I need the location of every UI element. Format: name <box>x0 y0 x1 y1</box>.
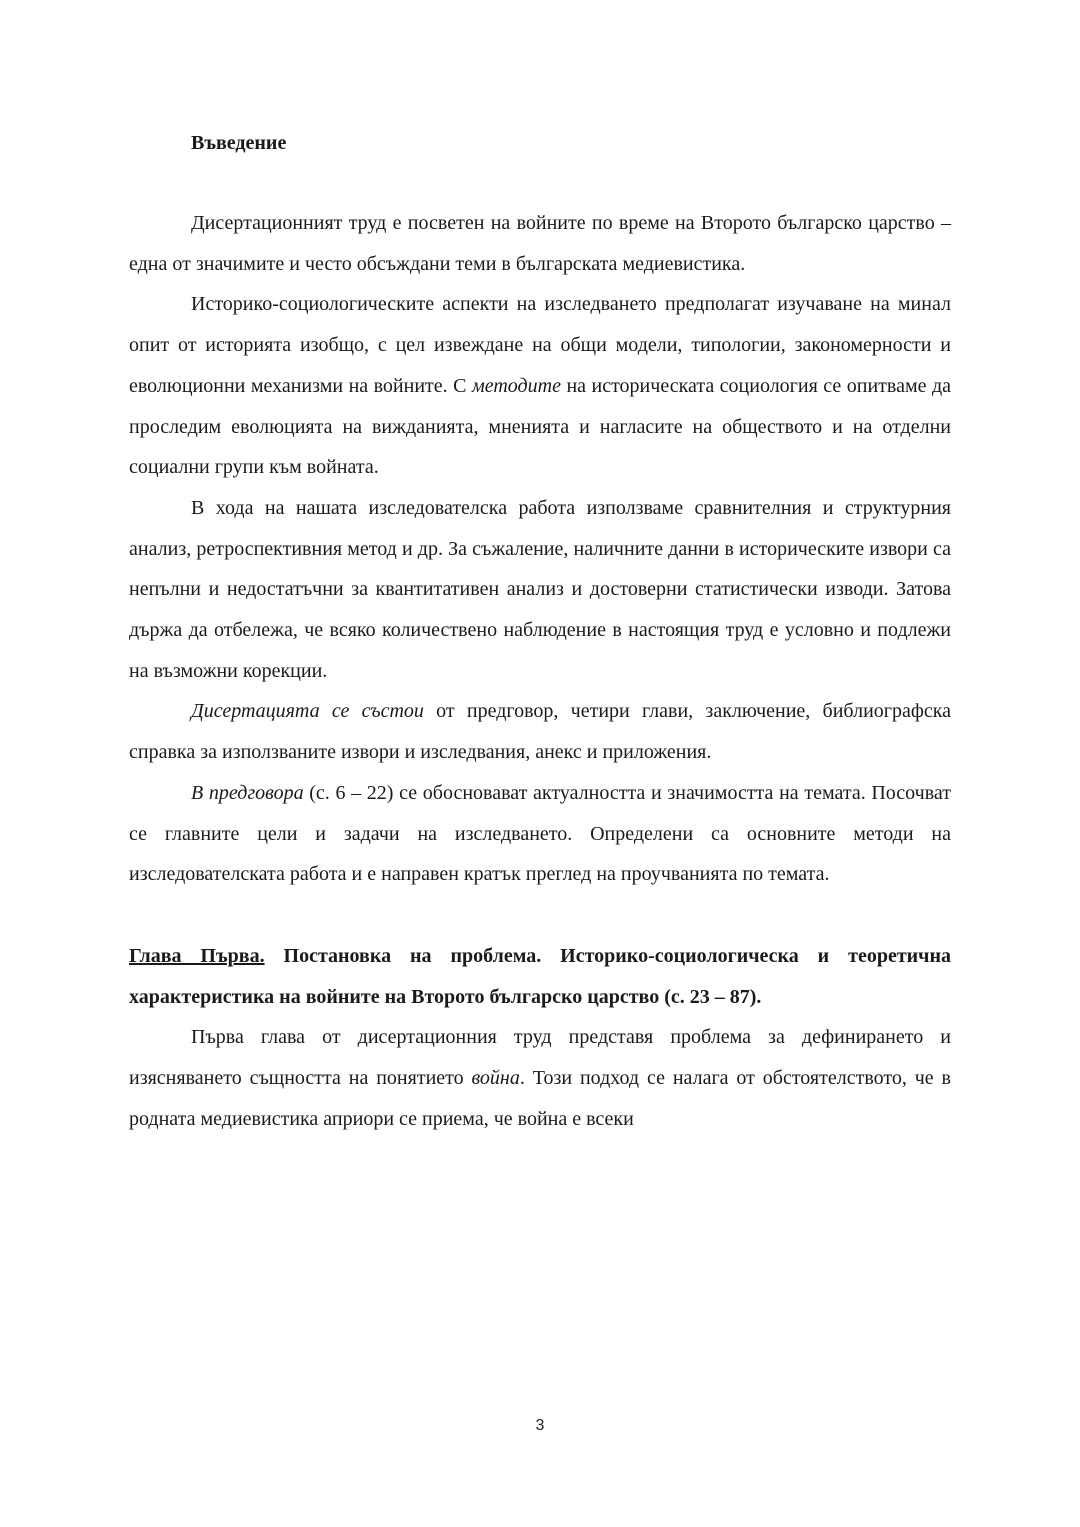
intro-paragraph-5 <box>129 773 951 895</box>
intro-paragraph-4-text: от предговор, четири глави, заключение, библиографска справка за използваните извори и изследвания, анекс и приложения. <box>129 700 951 764</box>
intro-paragraph-2-emphasis: методите <box>471 374 561 397</box>
document-page <box>129 123 951 1139</box>
intro-paragraph-2-text-b: на историческата социология се опитваме да проследим еволюцията на вижданията, мненията и нагласите на обществото и на отделни социални групи към войната. <box>129 374 952 479</box>
intro-paragraph-2-text-a: Историко-социологическите аспекти на изследването предполагат изучаване на минал опит от историята изобщо, с цел извеждане на общи модели, типологии, закономерности и еволюционни механизми на войните. С <box>129 293 951 397</box>
intro-paragraph-3: В хода на нашата изследователска работа използваме сравнителния и структурния анализ, ретроспективния метод и др. За съжаление, наличните данни в историческите извори са непълни и недостатъчни за квантитативен анализ и достоверни статистически изводи. Затова държа да отбележа, че всяко количествено наблюдение в настоящия труд е условно и подлежи на възможни корекции. <box>129 496 951 682</box>
chapter-one-paragraph-1 <box>129 1017 951 1139</box>
introduction-heading: Въведение <box>191 132 287 154</box>
intro-paragraph-5-text: (с. 6 – 22) се обосновават актуалността и значимостта на темата. Посочват се главните цели и задачи на изследването. Определени са основните методи на изследователската работа и е направен кратък преглед на проучванията по темата. <box>129 781 951 886</box>
chapter-one-paragraph-1-emphasis: война <box>471 1067 520 1090</box>
intro-paragraph-4-emphasis: Дисертацията се състои <box>191 700 424 723</box>
chapter-one-paragraph-1-text-b: . Този подход се налага от обстоятелството, че в родната медиевистика априори се приема, че война е всеки <box>129 1067 951 1130</box>
chapter-one-heading <box>129 936 951 1017</box>
chapter-one-label: Глава Първа. <box>129 944 265 967</box>
intro-paragraph-4 <box>129 691 951 772</box>
intro-paragraph-5-emphasis: В предговора <box>191 781 304 804</box>
chapter-one-paragraph-1-text-a: Първа глава от дисертационния труд представя проблема за дефинирането и изясняването същността на понятието <box>129 1026 951 1090</box>
intro-paragraph-2 <box>129 284 951 488</box>
page-number: 3 <box>535 1417 545 1434</box>
intro-paragraph-1: Дисертационният труд е посветен на войните по време на Второто българско царство – една от значимите и често обсъждани теми в българската медиевистика. <box>129 212 951 275</box>
chapter-one-title: Постановка на проблема. Историко-социологическа и теоретична характеристика на войните на Второто българско царство (с. 23 – 87). <box>129 944 951 1008</box>
